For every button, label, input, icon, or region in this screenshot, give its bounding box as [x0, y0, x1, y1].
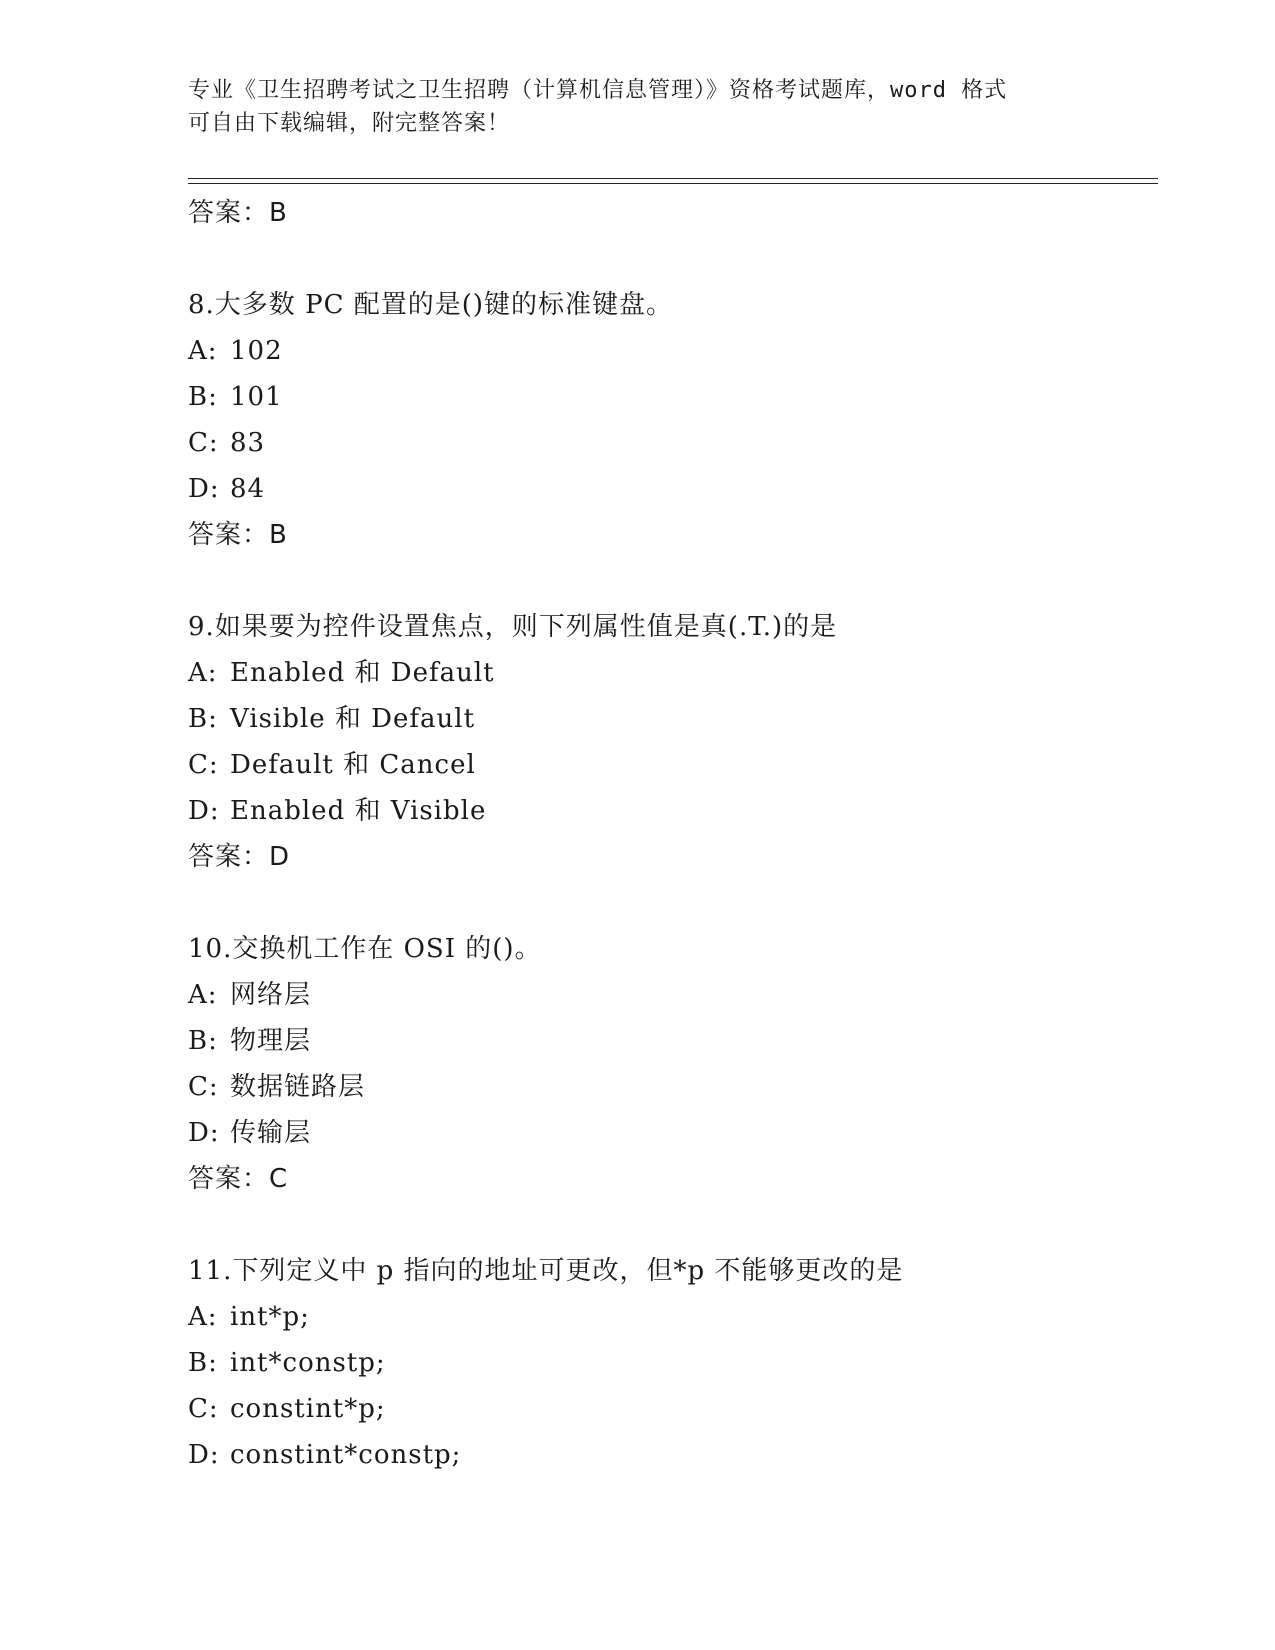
question-block	[188, 282, 1168, 558]
option-a	[188, 1294, 1168, 1340]
option-b	[188, 374, 1168, 420]
option-letter: D:	[188, 1118, 220, 1148]
option-letter: B:	[188, 382, 218, 412]
option-letter: B:	[188, 1348, 218, 1378]
option-letter: C:	[188, 1072, 219, 1102]
answer-line: 答案：B	[188, 520, 288, 550]
option-text: constint*constp;	[230, 1440, 462, 1470]
option-text: Visible 和 Default	[230, 704, 476, 734]
option-b	[188, 1340, 1168, 1386]
question-text: 10.交换机工作在 OSI 的()。	[188, 934, 542, 964]
option-letter: D:	[188, 474, 220, 504]
option-letter: A:	[188, 1302, 218, 1332]
header-line-1: 专业《卫生招聘考试之卫生招聘（计算机信息管理）》资格考试题库，word 格式	[188, 78, 1008, 103]
option-d	[188, 788, 1168, 834]
option-text: 数据链路层	[230, 1072, 366, 1102]
question-block	[188, 604, 1168, 880]
option-letter: A:	[188, 658, 218, 688]
option-letter: C:	[188, 750, 219, 780]
question-block	[188, 926, 1168, 1202]
option-letter: A:	[188, 336, 218, 366]
option-letter: B:	[188, 704, 218, 734]
option-text: 传输层	[230, 1118, 312, 1148]
option-text: Default 和 Cancel	[230, 750, 476, 780]
answer-line: 答案：D	[188, 842, 291, 872]
previous-answer: 答案：B	[188, 198, 288, 228]
question-text: 9.如果要为控件设置焦点，则下列属性值是真(.T.)的是	[188, 612, 838, 642]
option-text: constint*p;	[230, 1394, 386, 1424]
option-text: 网络层	[230, 980, 312, 1010]
option-c	[188, 1064, 1168, 1110]
option-text: 102	[230, 336, 283, 366]
option-text: Enabled 和 Visible	[230, 796, 487, 826]
option-letter: C:	[188, 428, 219, 458]
option-c	[188, 742, 1168, 788]
option-text: 物理层	[230, 1026, 312, 1056]
option-text: 83	[230, 428, 266, 458]
option-c	[188, 1386, 1168, 1432]
header-rule-top	[188, 178, 1158, 179]
question-text: 8.大多数 PC 配置的是()键的标准键盘。	[188, 290, 674, 320]
option-text: 101	[230, 382, 283, 412]
question-list	[188, 190, 1168, 1478]
option-letter: D:	[188, 1440, 220, 1470]
question-text: 11.下列定义中 p 指向的地址可更改，但*p 不能够更改的是	[188, 1256, 904, 1286]
option-letter: B:	[188, 1026, 218, 1056]
question-block	[188, 1248, 1168, 1478]
header-rule-bottom	[188, 183, 1158, 184]
option-text: Enabled 和 Default	[230, 658, 495, 688]
header-line-2: 可自由下载编辑，附完整答案！	[188, 111, 511, 136]
option-b	[188, 696, 1168, 742]
option-letter: D:	[188, 796, 220, 826]
option-d	[188, 1110, 1168, 1156]
option-letter: A:	[188, 980, 218, 1010]
option-d	[188, 466, 1168, 512]
option-text: 84	[230, 474, 266, 504]
document-header	[188, 74, 1088, 140]
option-a	[188, 972, 1168, 1018]
option-c	[188, 420, 1168, 466]
option-a	[188, 650, 1168, 696]
option-d	[188, 1432, 1168, 1478]
option-a	[188, 328, 1168, 374]
option-text: int*constp;	[230, 1348, 386, 1378]
answer-line: 答案：C	[188, 1164, 289, 1194]
option-text: int*p;	[230, 1302, 310, 1332]
option-letter: C:	[188, 1394, 219, 1424]
option-b	[188, 1018, 1168, 1064]
